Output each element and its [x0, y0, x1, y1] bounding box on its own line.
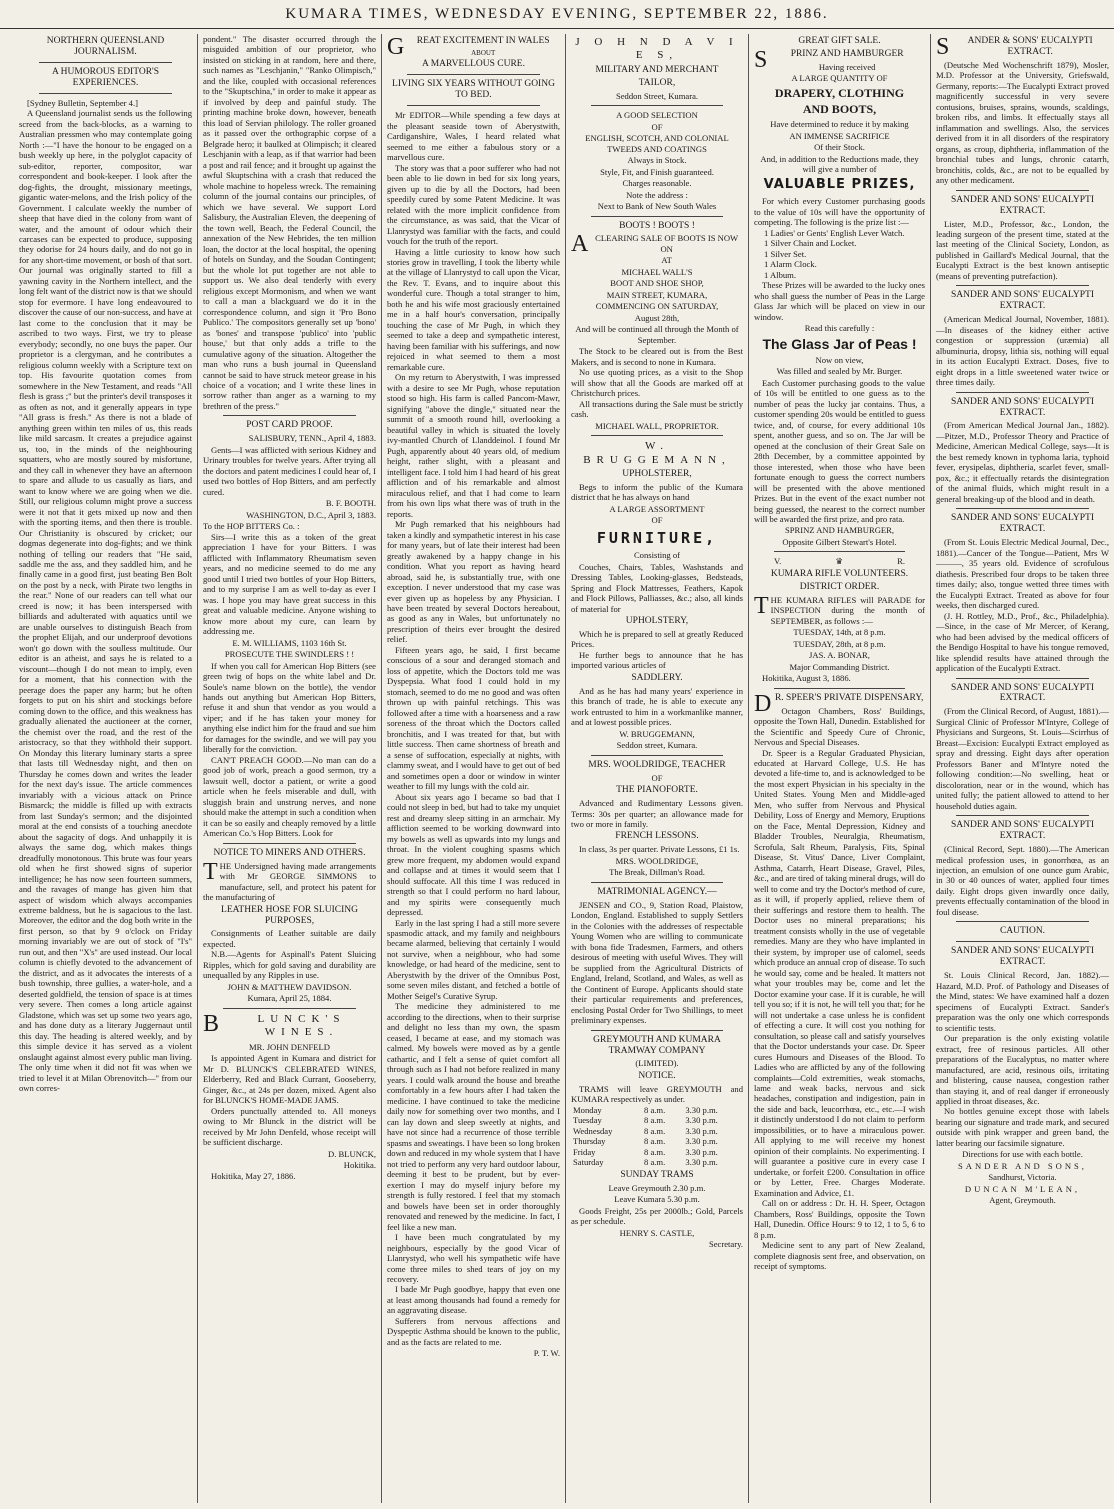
article-body: I have been much congratulated by my neighbours, especially by the good Vicar of Llanrystyd, who well his sympathetic wife have come three miles to shed tears of joy on my recovery. [387, 1232, 560, 1284]
crest-letter: V. [774, 556, 782, 567]
article-body: Early in the last spring I had a still more severe spasmodic attack, and my family and neighbours became alarmed, believing that certainly I would not survive, when a neighbour, who had some knowledge, or had heard of the medicine, sent to Aberystwith by the driver of the Omnibus Post, some seven miles distant, and fetched a bottle of Mother Seigel's Curative Syrup. [387, 917, 560, 1001]
table-cell: Tuesday [573, 1115, 602, 1126]
ad-line: AT [661, 255, 672, 266]
table-cell: 8 a.m. [644, 1136, 666, 1147]
divider [956, 190, 1089, 191]
ad-body: Each Customer purchasing goods to the value of 10s will be entitled to one guess as to the number of peas the lucky jar contains. Thus, a customer spending 20s would be entitled to guess twice, and, of course, for every additional 10s spent, another guess, and so on. The Jar will be opened at the conclusion of their Great Sale on 28th December, by a committee appointed by those interested, when those who have been fortunate enough to guess the correct numbers will be presented with the above mentioned Prizes. But in the event of the exact number not being guessed, the nearest to the correct number will be awarded the first prize, and pro rata. [754, 377, 925, 524]
ad-title: SANDER AND SONS' EUCALYPTI EXTRACT. [950, 682, 1094, 704]
ad-heading: SUNDAY TRAMS [620, 1169, 694, 1180]
ad-body: Lister, M.D., Professor, &c., London, the leading surgeon of the present time, stated at the last meeting of the Clinical Society, London, as published in Gaillard's Medical Journal, that the Eucalypti Extract is the best known antiseptic (means of preventing putrefaction). [936, 218, 1109, 281]
ad-feature-heading: AND BOOTS, [802, 102, 877, 117]
table-cell: 8 a.m. [644, 1146, 666, 1157]
drop-cap: A [571, 231, 589, 258]
ad-body: Medicine sent to any part of New Zealand, complete diagnosis sent free, and observation, on receipt of symptoms. [754, 1240, 925, 1272]
article-subtitle: LIVING SIX YEARS WITHOUT GOING TO BED. [392, 79, 555, 101]
ad-date: Hokitika, August 3, 1886. [762, 673, 851, 684]
ad-line: TUESDAY, 28th, at 8 p.m. [793, 638, 886, 649]
table-row [571, 1105, 743, 1115]
column-6 [931, 34, 1114, 1503]
ad-dateline: SALISBURY, TENN., April 4, 1883. [248, 433, 376, 444]
ad-line: Style, Fit, and Finish guaranteed. [600, 166, 714, 177]
ad-feature-heading: The Glass Jar of Peas ! [762, 335, 917, 352]
ad-title: SANDER AND SONS' EUCALYPTI EXTRACT. [950, 396, 1094, 418]
table-cell: 3.30 p.m. [685, 1146, 718, 1157]
ad-date: Kumara, April 25, 1884. [247, 993, 332, 1004]
ad-heading: FRENCH LESSONS. [615, 831, 699, 842]
ad-date: Hokitika, May 27, 1886. [211, 1171, 296, 1182]
article-title-about: ABOUT [471, 48, 496, 57]
ad-body: Gents—I was afflicted with serious Kidney and Urinary troubles for twelve years. After trying all the doctors and patent medicines I could hear of, I used two bottles of Hop Bitters, and am perfectly cured. [203, 444, 376, 497]
ad-address: Seddon Street, Kumara. [615, 90, 699, 101]
ad-line: AN IMMENSE SACRIFICE [789, 130, 890, 141]
ad-body: No use quoting prices, as a visit to the Shop will show that all the Goods are marked off at Christchurch prices. [571, 367, 743, 399]
table-cell: 8 a.m. [644, 1115, 666, 1126]
ad-place: Hokitika. [343, 1160, 376, 1170]
ad-line: A LARGE QUANTITY OF [791, 73, 888, 84]
ad-line: Charges reasonable. [622, 178, 692, 189]
ad-title: SANDER AND SONS' EUCALYPTI EXTRACT. [950, 194, 1094, 216]
ad-line: TUESDAY, 14th, at 8 p.m. [793, 627, 886, 638]
ad-signature: JOHN & MATTHEW DAVIDSON. [227, 981, 352, 992]
ad-signature: JAS. A. BONAR, [809, 650, 870, 661]
article-body: Fifteen years ago, he said, I first became conscious of a sour and deranged stomach and loss of appetite, which the Doctors told me was Dyspepsia. What food I could hold in my stomach, seemed to do me no good and was often thrown up with painful retchings. This was followed after a time with a hoarseness and a raw soreness of the throat which the Doctors called bronchitis, and I was treated for that, but with little success. Then came shortness of breath and a sense of suffocation, especially at nights, with clammy sweat, and I would have to get out of bed and sometimes open a door or window in winter weather to fill my lungs with the cold air. [387, 644, 560, 792]
ad-body: Consignments of Leather suitable are daily expected. [203, 928, 376, 949]
ad-line: Leave Greymouth 2.30 p.m. [608, 1182, 706, 1193]
ad-heading: UPHOLSTERY, [625, 616, 689, 627]
article-source: [Sydney Bulletin, September 4.] [27, 97, 138, 108]
drop-cap: T [203, 858, 218, 885]
ad-line: CLEARING SALE OF BOOTS IS NOW ON [595, 233, 739, 254]
article-body: A Queensland journalist sends us the following screed from the back-blocks, as a warning to Australian pressmen who may contemplate going North :—"I have the honour to be engaged on a bush weekly up here, in the polyglot capacity of sub-editor, reporter, compositor, war correspondent and book-keeper. I look after the dog-fights, the drought, missionary meetings, gigantic water-melons, and the Irish policy of the Government. I calculate weekly the number of sheep that have died in the colony from want of water, and the amount of odour which their carcases can be expected to produce, supposing they odorise for 24 hours daily, and do not go in for any short-time movement, or bosh of that sort. Our journal was originally started to fill a yawning cavity in the Northern intellect, and the long felt want of the district now is that we should stop for evermore. I have long endeavoured to discover the cause of our non-success, and have at last come to the conclusion that it may be ascribed to two ways. First, we try to please everybody; secondly, no one buys the paper. Our proprietor is a clergyman, and he contributes a religious column weekly with a Scripture text on top. His favourite quotation comes from somewhere in the New Testament, and reads "All flesh is grass ;" but the printer's devil transposes it as often as not, and it generally appears in type "All grass is fresh." As there is not a blade of anything green within ten miles of us, this reads like mild sarcasm. It creates a prejudice against us, too, in the minds of the neighbouring squatters, who are mostly soured by misfortune, and they call in whenever they have an afternoon to spare and allude to us casually as liars, and want to know where we are going when we die. Still, our religious column might prove a success were it not that it gets mixed up now and then with the sporting items, and then there is trouble. Our Christianity is obscured by cricket; our dogmas degenerate into dog-fights; and we think nothing of telling our readers that "He said, saddle me the ass, and they saddled him, and he finally came in a good first, just beating Ben Bolt on the post by a neck, with Pirate two lengths in the rear." None of our readers can tell what our creed is now; it has been interspersed with billiards and adulterated with aquatics until we are unable ourselves to distinguish Beach from the prophet Elijah, and our underproof devotions won't go down with the soulless multitude. Our editor is an atheist, and says he is related to a viscount—though I do not mean to imply, even for a moment, that his connection with the peerage does the paper any harm; but he often forgets to put on his shirt and stockings before coming down to the office, and this weakness has gradually alienated the auctioneer at the corner, the chemist over the road, and the rest of the aristocracy, so that they withhold their support. On Monday this literary luminary starts a spree that lasts till Wednesday night, and then on Thursday he comes down and writes the leader for the next day's issue. The article commences invariably with a vicious attack on Prince Bismarck; the middle is filled up with extracts from last Sunday's sermon; and the disjointed moral at the end consists of a touching anecdote about the sagacity of dogs. And unhappily it is always the same dog, which makes things dreadfully monotonous. This brute was four years old when he first showed signs of superior intelligence; he has now seen fourteen summers, and the ravages of mange has given him that aspect of wisdom which always accompanies extreme baldness, but he is sagacious to the last. Moreover, the editor and the dog both write in the first person, so that by 9 o'clock on Friday morning invariably we are out of stock of "I's" run out, and then "X's" are used instead. Our local column is chiefly devoted to the advancement of the district, and as it advocates the interests of a bush township, three gullies, a water-hole, and a deserted goldfield, the tension of space is at times very severe. Then comes a long article against Gladstone, which was set up some two years ago, and has done duty as a literary Juggernaut until this day. The heading is altered weekly, and by this simple device it has served as a violent onslaught against almost every public man living. The only time when it did not fit was when we tried to level it at Milan Obrenovitch—" from our own corres- [19, 108, 193, 1094]
table-cell: 3.30 p.m. [685, 1104, 718, 1115]
table-cell: Monday [573, 1104, 602, 1115]
divider [591, 105, 723, 106]
ad-title: J O H N D A V I E S, [575, 36, 739, 62]
article-body: On my return to Aberystwith, I was impressed with a desire to see Mr Pugh, whose reputation stood so high. His farm is called Pancom-Mawr, signifying "above the dingle," situated near the summit of a smooth round hill, overlooking a beautiful valley in which is situated the lovely ivy-mantled Church of Llanddeinol. I found Mr Pugh, apparently about 40 years old, of medium height, rather slight, with a pleasant and intelligent face. I told him I had heard of his great affliction and of his remarkable and almost miraculous relief, and that I had come to learn from his own lips what there was of truth in the reports. [387, 372, 560, 519]
divider [774, 551, 905, 552]
ad-line: Now on view, [815, 354, 864, 365]
ad-signature: SPRINZ AND HAMBURGER, [784, 525, 895, 536]
divider [223, 415, 356, 416]
ad-body: He further begs to announce that he has imported various articles of [571, 649, 743, 671]
ad-line: A GOOD SELECTION [616, 110, 698, 121]
ad-body: Call on or address : Dr. H. H. Speer, Octagon Chambers, Ross' Buildings, opposite the Town Hall, Dunedin. Office Hours: 9 to 12, 1 to 5, 6 to 8 p.m. [754, 1198, 925, 1240]
ad-signature: E. M. WILLIAMS, 1103 16th St. [232, 637, 347, 648]
article-body: Mr EDITOR—While spending a few days at the pleasant seaside town of Aberystwith, Cardiganshire, Wales, I heard related what seemed to me either a fabulous story or a marvellous cure. [387, 110, 560, 163]
table-row [571, 1126, 743, 1136]
table-row [571, 1115, 743, 1125]
table-cell: 3.30 p.m. [685, 1125, 718, 1136]
drop-cap: S [754, 46, 768, 73]
ad-line: Was filled and sealed by Mr. Burger. [776, 366, 903, 377]
ad-line: Always in Stock. [627, 155, 687, 166]
drop-cap: G [387, 34, 405, 60]
ad-heading: NOTICE. [638, 1070, 676, 1081]
table-cell: 3.30 p.m. [685, 1115, 718, 1126]
ad-subtitle: DISTRICT ORDER. [799, 581, 880, 592]
ad-body: Octagon Chambers, Ross' Buildings, opposite the Town Hall, Dunedin. Established for the Scientific and Speedy Cure of Chronic, Nervous and Special Diseases. [754, 705, 925, 748]
ad-signature: D. BLUNCK, [328, 1148, 376, 1159]
ad-title: R. SPEER'S PRIVATE DISPENSARY, [774, 692, 924, 703]
ad-title: KUMARA RIFLE VOLUNTEERS. [770, 568, 909, 579]
ad-line: BOOT AND SHOE SHOP, [610, 278, 704, 289]
ad-body: Is appointed Agent in Kumara and district for Mr D. BLUNCK'S CELEBRATED WINES, Elderberry, Red and Black Currant, Gooseberry, Ginger, &c., at 24s per dozen, mixed. Agent also for BLUNCK'S HOME-MADE JAMS. [203, 1053, 376, 1106]
ad-line: And will be continued all through the Month of September. [575, 324, 739, 345]
ad-body: All transactions during the Sale must be strictly cash. [571, 398, 743, 420]
ad-subtitle: MILITARY AND MERCHANT [595, 64, 719, 75]
ad-subtitle: TAILOR, [638, 77, 676, 88]
ad-body: Orders punctually attended to. All moneys owing to Mr Blunck in the district will be received by Mr John Denfeld, whose receipt will be sufficient discharge. [203, 1105, 376, 1148]
ad-address: The Break, Dillman's Road. [609, 867, 705, 878]
table-row [571, 1147, 743, 1157]
ad-title: SANDER AND SONS' EUCALYPTI EXTRACT. [950, 820, 1094, 842]
divider [407, 105, 540, 106]
list-item: 1 Ladies' or Gents' English Lever Watch. [764, 227, 905, 238]
masthead: KUMARA TIMES, WEDNESDAY EVENING, SEPTEMBER 22, 1886. [0, 0, 1114, 29]
ad-body: For which every Customer purchasing goods to the value of 10s will have the opportunity of competing. The following is the prize list :— [754, 196, 925, 228]
crown-icon: ♛ [835, 556, 844, 567]
column-1 [14, 34, 197, 1503]
list-item: 1 Silver Set. [764, 248, 807, 259]
ad-heading: LEATHER HOSE FOR SLUICING PURPOSES, [221, 904, 358, 926]
ad-body: (Deutsche Med Wochenschrift 1879), Mosler, M.D. Professor at the University, Griefswald, Germany, reports:—The Eucalypti Extract proved magnificently successful in very severe contusions, bruises, sprains, wounds, scaldings, broken ribs, and limbs. It effectually stays all inflammation and swellings. Also, the services derived from it in all disorders of the respiratory organs, as croup, diphtheria, inflammation of the bronchial tubes and lungs, chronic catarrh, bronchitis, colds, &c., are not to be equalled by any other medicament. [936, 59, 1109, 186]
ad-address: To the HOP BITTERS Co. : [203, 521, 300, 532]
ad-address: Seddon street, Kumara. [616, 740, 698, 751]
ad-body: CAN'T PREACH GOOD.—No man can do a good job of work, preach a good sermon, try a lawsuit well, doctor a patient, or write a good article when he feels miserable and dull, with sluggish brain and unstrung nerves, and none should make the attempt in such a condition when it can be so easily and cheaply removed by a little American Co.'s Hop Bitters. Look for [203, 754, 376, 839]
ad-title: CAUTION. [999, 926, 1046, 937]
ad-line: Directions for use with each bottle. [962, 1149, 1083, 1160]
divider [774, 688, 905, 689]
divider [39, 93, 172, 94]
article-body: About six years ago I became so bad that I could not sleep in bed, but had to take my unquiet rest and dreamy sleep sitting in an armchair. My affliction seemed to be working downward into my bowels as well as upwards into my lungs and throat. In the violent coughing spasms which grew more frequent, my abdomen would expand and collapse and at times it would seem that I should suffocate. All this time I was reduced in strength so that I could perform no hard labour, and my spirits were consequently much depressed. [387, 791, 560, 918]
ad-feature-heading: VALUABLE PRIZES, [763, 177, 916, 193]
ad-title: SANDER AND SONS' EUCALYPTI EXTRACT. [950, 946, 1094, 968]
table-cell: Saturday [573, 1157, 604, 1168]
ad-body: (From American Medical Journal Jan., 1882).—Pitzer, M.D., Professor Theory and Practice of Medicine, American Medical College, says—It is the best remedy known in typhoma laria, typhoid fever, erysipelas, diphtheria, scarlet fever, small-pox, &c.; it effectually retards the disintegration of the animal fluids, which might result in a general breaking-up of the blood and in death. [936, 420, 1109, 504]
drop-cap: B [203, 1010, 226, 1037]
ad-role: Agent, Greymouth. [989, 1195, 1056, 1206]
ad-body: Dr. Speer is a Regular Graduated Physician, educated at Harvard College, U.S. He has devoted a life-time to, and is acknowledged to be the most expert Physician in his specialty in the United States. Young Men and Middle-aged Men, who suffer from Nervous and Physical Debility, Loss of Energy and Memory, Eruptions on the Face, Mental Depression, Kidney and Bladder Troubles, Neuralgia, Rheumatism, Scrofula, Salt Rheum, Paralysis, Fits, Spinal Disease, St. Vitus' Dance, Liver Complaint, Asthma, Catarrh, Heart Disease, Gravel, Piles, &c., and are tired of taking mineral drugs, will do well to come and try the Doctor's method of cure, as it will, if properly applied, relieve them of their sufferings and restore them to health. The Doctor uses no mineral preparations; his treatment consists wholly in the use of vegetable remedies. Many are they who have implanted in their system, by improper use of calomel, seeds which produce an annual crop of disease. To such he would say, come and be healed. It matters not what your troubles may be, come and let the Doctor examine your case. If it is curable, he will tell you so; if it is not, he will tell you that; for he will not undertake a case unless he is confident of effecting a cure. It will cost you nothing for consultation, so please call and satisfy yourselves that the Doctor understands your case. Dr. Speer cures Humours and Diseases of the Blood. To Ladies who are afflicted by any of the following complaints—Cold extremities, weak stomachs, lame and weak backs, nervous and sick headaches, constipation and indigestion, pain in the side and back, leucorrhœa, etc., etc.—I wish it distinctly understood I do not claim to perform impossibilities, or to have a miraculous power. All applying to me will receive my honest opinion of their complaints. No experimenting. I will guarantee a positive cure in every case I undertake, or forfeit £200. Consultation in office or by Letter, Free. Charges Moderate. Examination and Advice, £1. [754, 747, 925, 1198]
ad-signature: DUNCAN M'LEAN, [964, 1183, 1081, 1194]
article-body: The medicine they administered to me according to the directions, when to their surprise and delight no less than my own, the spasm ceased, I became at ease, and my stomach was calmed. My bowels were moved as by a gentle cathartic, and I felt a sense of quiet comfort all through such as I had not before realized in many years. I could walk around the house and breathe comfortably in a few hours after I had taken the medicine. I have continued to take the medicine daily now for something over two months, and I can lay down and sleep sweetly at nights, and have not since had a recurrence of those terrible spasms and sweatings. I have been so long broken down and reduced in my whole system that I have not tried to perform any very hard outdoor labour, deeming it best to be prudent, but by ever-exertion I may do myself injury before my strength is fully restored. I feel that my stomach and bowels have been set in order thoroughly renovated and renewed by the medicine. In fact, I feel like a new man. [387, 1001, 560, 1232]
ad-title: SANDER AND SONS' EUCALYPTI EXTRACT. [950, 290, 1094, 312]
ad-body: JENSEN and CO., 9, Station Road, Plaistow, London, England. Established to supply Settlers in the Colonies with the addresses of respectable Young Women who are willing to communicate with bona fide Tradesmen, Farmers, and others desirous of meeting with useful Wives. They will be supplied from the Agricultural Districts of England, Ireland, Scotland, and Wales, as well as the Continent of Europe. Applicants should state their particular requirements and preferences, enclosing Postal Order for Two Shillings, to meet preliminary expenses. [571, 899, 743, 1026]
column-4 [566, 34, 748, 1503]
ad-title: MATRIMONIAL AGENCY.— [597, 886, 717, 897]
ad-body: N.B.—Agents for Aspinall's Patent Sluicing Ripples, which for gold saving and durability are unequalled by any Ripples in use. [203, 949, 376, 981]
ad-body: No bottles genuine except those with labels bearing our signature and trade mark, and secured outside with pink wrapper and green band, the latter bearing our facsimile signature. [936, 1106, 1109, 1148]
ad-signature: W. BRUGGEMANN, [619, 728, 695, 739]
table-cell: 8 a.m. [644, 1104, 666, 1115]
ad-body: Couches, Chairs, Tables, Washstands and Dressing Tables, Looking-glasses, Bedsteads, Spring and Flock Mattresses, Feathers, Kapok and Flock Pillows, Palliasses, &c.; also, all kinds of material for [571, 561, 743, 614]
table-cell: Thursday [573, 1136, 606, 1147]
ad-line: MAIN STREET, KUMARA, [606, 289, 708, 300]
list-item: 1 Alarm Clock. [764, 259, 817, 270]
ad-title: GREAT GIFT SALE. [798, 36, 881, 46]
drop-cap: S [936, 34, 950, 60]
ad-body: (J. H. Rottley, M.D., Prof., &c., Philadelphia).—Since, in the case of Mr Mercer, of Kerang, who had been advised by the medical officers of the Bendigo Hospital to have his tongue removed, like splendid results have attained through the application of the Eucalypti Extract. [936, 610, 1109, 674]
ad-body: St. Louis Clinical Record, Jan. 1882).—Hazard, M.D. Prof. of Pathology and Diseases of the Mind, states: We have examined half a dozen specimens of Eucalypti Extract. Sander's preparation was the only one which corresponds to scientific tests. [936, 970, 1109, 1033]
ad-body: These Prizes will be awarded to the lucky ones who shall guess the number of Peas in the Large Glass Jar which will be placed on view in our window. [754, 280, 925, 322]
ad-subheading: PROSECUTE THE SWINDLERS ! ! [224, 649, 355, 660]
divider [591, 755, 723, 756]
article-title: NORTHERN QUEENSLAND JOURNALISM. [46, 36, 165, 57]
table-cell: Friday [573, 1146, 596, 1157]
ad-body: Our preparation is the only existing volatile extract, free of resinous particles. All other preparations of the Eucalyptus, no matter where manufactured, are acid, resinous oils, irritating and blistering, cause nausea, congestion rather than staying it, and of real danger if erroneously applied in throat diseases, &c. [936, 1033, 1109, 1106]
ad-body: HE KUMARA RIFLES will PARADE for INSPECTION during the month of SEPTEMBER, as follows :— [770, 594, 925, 626]
article-body: Having a little curiosity to know how such stories grow in travelling, I took the liberty while at the village of Llanrystyd to call upon the Vicar, the Rev. T. Evans, and to inquire about this wonderful cure. Though a total stranger to him, both he and his wife most graciously entertained me in a half hour's conversation, principally touching the case of Mr Pugh, in which they seemed to take a deep and sympathetic interest, having been familiar with his sufferings, and now rejoiced in what seemed to them a most remarkable cure. [387, 246, 560, 372]
ad-feature-heading: FURNITURE, [596, 528, 718, 547]
ad-signature: MRS. WOOLDRIDGE, [615, 855, 699, 866]
divider [591, 882, 723, 883]
ad-line: Note the address : [626, 189, 688, 200]
drop-cap: D [754, 690, 772, 717]
ad-body: Goods Freight, 25s per 2000lb.; Gold, Parcels as per schedule. [571, 1205, 743, 1227]
ad-line: Of their Stock. [814, 142, 865, 153]
ad-body: In class, 3s per quarter. Private Lessons, £1 1s. [579, 844, 740, 855]
ad-body: (American Medical Journal, November, 1881).—In diseases of the kidney either active congestion or suppression (uræmia) all albuminuria, dropsy, lithia sis, nothing will equal in its action Eucalypti Extract. Doses, five to eight drops in a little sweetened water twice or three times daily. [936, 314, 1109, 388]
ad-body: Begs to inform the public of the Kumara district that he has always on hand [571, 481, 743, 503]
ad-name: MR. JOHN DENFELD [249, 1041, 330, 1052]
column-2 [198, 34, 381, 1503]
prize-list [754, 228, 925, 280]
column-3 [382, 34, 565, 1503]
ad-subtitle: THE PIANOFORTE. [616, 785, 698, 796]
divider [591, 1030, 723, 1031]
ad-line: OF [651, 121, 663, 132]
ad-line: Having received [818, 61, 876, 72]
divider [956, 392, 1089, 393]
divider [956, 921, 1089, 922]
ad-line: MICHAEL WALL'S [621, 266, 693, 277]
list-item: 1 Album. [764, 269, 796, 280]
divider [223, 1008, 356, 1009]
ad-body: Sirs—I write this as a token of the great appreciation I have for your Bitters. I was afflicted with Inflammatory Rheumatism seven years, and no medicine seemed to do me any good until I tried two bottles of your Hop Bitters, and to my surprise I am as well to-day as ever I was. I hope you may have great success in this great and valuable medicine. Anyone wishing to know more about my cure, can learn by addressing me. [203, 531, 376, 637]
divider [223, 843, 356, 844]
article-body: Sufferers from nervous affections and Dyspeptic Asthma should be known to the public, and as the facts are related to me. [387, 1315, 560, 1347]
ad-body: HE Undersigned having made arrangements with Mr GEORGE SIMMONS to manufacture, sell, and protect his patent for the manufacturing of [203, 860, 376, 903]
ad-title: ANDER & SONS' EUCALYPTI EXTRACT. [967, 36, 1093, 57]
crest-letter: R. [897, 556, 905, 567]
article-title: A MARVELLOUS CURE. [422, 59, 525, 70]
ad-body: And as he has had many years' experience in this branch of trade, he is able to execute any work entrusted to him in a workmanlike manner, and at lowest possible prices. [571, 685, 743, 728]
ad-body: TRAMS will leave GREYMOUTH and KUMARA respectively as under. [571, 1083, 743, 1105]
ad-body: (From St. Louis Electric Medical Journal, Dec., 1881).—Cancer of the Tongue—Patient, Mrs W———, 35 years old. Evidence of scrofulous diathesis. Prescribed four drops to be taken three times daily; also, tongue wetted three times with the Eucalypti Extract. Treated as above for four weeks, then discharged cured. [936, 537, 1109, 611]
ad-dateline: WASHINGTON, D.C., April 3, 1883. [246, 509, 376, 520]
divider [407, 74, 540, 75]
divider [591, 435, 723, 436]
ad-title: W. BRUGGEMANN, [583, 440, 731, 466]
ad-address: Sandhurst, Victoria. [988, 1172, 1057, 1183]
ad-line: ENGLISH, SCOTCH, AND COLONIAL TWEEDS AND COATINGS [585, 133, 729, 154]
column-5 [749, 34, 930, 1503]
ad-body: If when you call for American Hop Bitters (see green twig of hops on the white label and Dr. Soule's name blown on the bottle), the vendor hands out anything but American Hop Bitters, refuse it and shun that vendor as you would a viper; and if he has taken your money for anything else indict him for the fraud and sue him for damages for the swindle, and we will pay you liberally for the conviction. [203, 660, 376, 755]
ad-title: BOOTS ! BOOTS ! [619, 220, 695, 231]
list-item: 1 Silver Chain and Locket. [764, 238, 857, 249]
ad-feature-heading: DRAPERY, CLOTHING [774, 85, 905, 100]
ad-body: Which he is prepared to sell at greatly Reduced Prices. [571, 628, 743, 650]
article-signature: P. T. W. [533, 1348, 560, 1359]
divider [956, 815, 1089, 816]
ad-heading: SADDLERY. [631, 672, 683, 683]
ad-line: (LIMITED). [635, 1058, 679, 1069]
ad-address: Opposite Gilbert Stewart's Hotel. [782, 536, 897, 547]
ad-crest-row [754, 556, 925, 566]
ad-title: LUNCK'S WINES. [257, 1012, 346, 1039]
table-cell: 8 a.m. [644, 1125, 666, 1136]
table-cell: 8 a.m. [644, 1157, 666, 1168]
ad-body: Advanced and Rudimentary Lessons given. Terms: 30s per quarter; an allowance made for two or more in family. [571, 798, 743, 829]
ad-signature: HENRY S. CASTLE, [619, 1227, 695, 1238]
ad-signature: SANDER AND SONS, [958, 1160, 1087, 1171]
ad-line: Next to Bank of New South Wales [597, 201, 717, 212]
divider [591, 216, 723, 217]
drop-cap: T [754, 592, 769, 619]
ad-signature: B. F. BOOTH. [325, 498, 376, 509]
ad-line: A LARGE ASSORTMENT [609, 503, 705, 514]
ad-line: OF [651, 772, 663, 783]
article-body: pondent." The disaster occurred through the misguided ambition of our proprietor, who insisted on sticking in at random, here and there, such names as "Leschjanin," "Ranko Olimpisch," and the like, coupled with occasional references to the "Skuptschina," in order to make it appear as if involved by deep and painful study. The printing machine broke down, however, beneath this load of Servian philology. The roller groaned as it passed over the orthographic corpse of a Belgrade hero; it baulked at Olimpisch; it cleared Leschjanin with a leap, as if that warrior had been a post and rail fence; and it brought up against the awful Skuptschina with a crash that reduced the whole machine to hopeless wreck. The remaining column of the journal contains our principles, of which we have several. We support Lord Salisbury, the Australian Eleven, the deepening of the town well, Beach, the Federal Council, the annexation of the New Hebrides, the ten million loan, the doctor at the local hospital, the opening of hotels on Sunday, and the Soudan Contingent; but the whole lot put together are not able to support us. We also deal tenderly with every religious except Mormonism, and when we want to call a man a blackguard we do it in the correspondence column, and sign it 'Pro Bono Publico.' The compositors generally set up 'bono' as 'bones' and transpose 'publico' into 'public house,' but that only adds a trifle to the cumulative agony of the situation. Altogether the man who runs a bush journal in Queensland cannot be said to have struck meteor grease in his choice of a vocation; and I write these lines in sorrow rather than anger as a warning to my brethren of the press." [203, 34, 376, 411]
ad-line: Have determined to reduce it by making [770, 119, 909, 130]
ad-role: Major Commanding District. [789, 661, 890, 672]
ad-line: Consisting of [633, 550, 681, 561]
tram-timetable [571, 1105, 743, 1168]
article-body: The story was that a poor sufferer who had not been able to lie down in bed for six long years, given up to die by all the Doctors, had been speedily cured by some Patent Medicine. It was related with the more implicit confidence from the circumstance, as was said, that the Vicar of Llanrystyd was familiar with the facts, and could vouch for the truth of the report. [387, 162, 560, 247]
table-row [571, 1136, 743, 1146]
ad-line: And, in addition to the Reductions made, they will give a number of [760, 153, 919, 174]
ad-title: GREYMOUTH AND KUMARA TRAMWAY COMPANY [593, 1034, 721, 1056]
article-body: Mr Pugh remarked that his neighbours had taken a kindly and sympathetic interest in his case for many years, but of late their interest had been greatly awakened by a happy change in his condition. What you report as having heard abroad, said he, is substantially true, with one exception. I never understood that my case was ever given up as hopeless by any Physician. I have been treated by several Doctors hereabout, as good as any in Wales, but unfortunately no prescription of theirs ever brought the desired relief. [387, 519, 560, 645]
ad-body: (Clinical Record, Sept. 1880).—The American medical profession uses, in gonorrhœa, as an injection, an emulsion of one ounce gum Arabic, in 30 or 40 ounces of water, applied four times daily. Eight drops given inwardly once daily, prevents effectually contamination of the blood in foul disease. [936, 844, 1109, 917]
divider [956, 285, 1089, 286]
divider [956, 508, 1089, 509]
table-cell: Wednesday [573, 1125, 613, 1136]
divider [956, 941, 1089, 942]
article-subtitle: A HUMOROUS EDITOR'S EXPERIENCES. [51, 66, 160, 88]
ad-title: SANDER AND SONS' EUCALYPTI EXTRACT. [950, 513, 1094, 535]
ad-subtitle: UPHOLSTERER, [622, 468, 692, 479]
ad-title: POST CARD PROOF. [246, 420, 333, 431]
divider [956, 678, 1089, 679]
ad-line: PRINZ AND HAMBURGER [790, 48, 904, 59]
table-cell: 3.30 p.m. [685, 1157, 718, 1168]
ad-line: COMMENCING ON SATURDAY, [595, 301, 719, 312]
divider [39, 62, 172, 63]
ad-line: OF [651, 515, 663, 526]
ad-signature: MICHAEL WALL, PROPRIETOR. [595, 420, 719, 431]
ad-body: The Stock to be cleared out is from the Best Makers, and is second to none in Kumara. [571, 346, 743, 367]
article-title: REAT EXCITEMENT IN WALES [416, 36, 550, 46]
ad-line: August 28th, [634, 312, 680, 323]
ad-line: Read this carefully : [804, 323, 875, 334]
ad-line: Leave Kumara 5.30 p.m. [614, 1194, 700, 1205]
article-body: I bade Mr Pugh goodbye, happy that even one at least among thousands had found a remedy for an aggravating disease. [387, 1284, 560, 1316]
ad-title: MRS. WOOLDRIDGE, TEACHER [588, 759, 726, 770]
table-row [571, 1157, 743, 1167]
ad-role: Secretary. [708, 1239, 743, 1250]
ad-title: NOTICE TO MINERS AND OTHERS. [213, 847, 366, 858]
ad-body: (From the Clinical Record, of August, 1881).—Surgical Clinic of Professor M'Intyre, College of Physicians and Surgeons, St. Louis—Scirrhus of Breast—Excision: Eucalypti Extract employed as spray and dressing. Eight days after operation Professors Baner and M'Intyre noted the following condition:—No swelling, heat or discoloration, near or in the wound, which has united fully; the patient allowed to attend to her household duties again. [936, 706, 1109, 811]
table-cell: 3.30 p.m. [685, 1136, 718, 1147]
